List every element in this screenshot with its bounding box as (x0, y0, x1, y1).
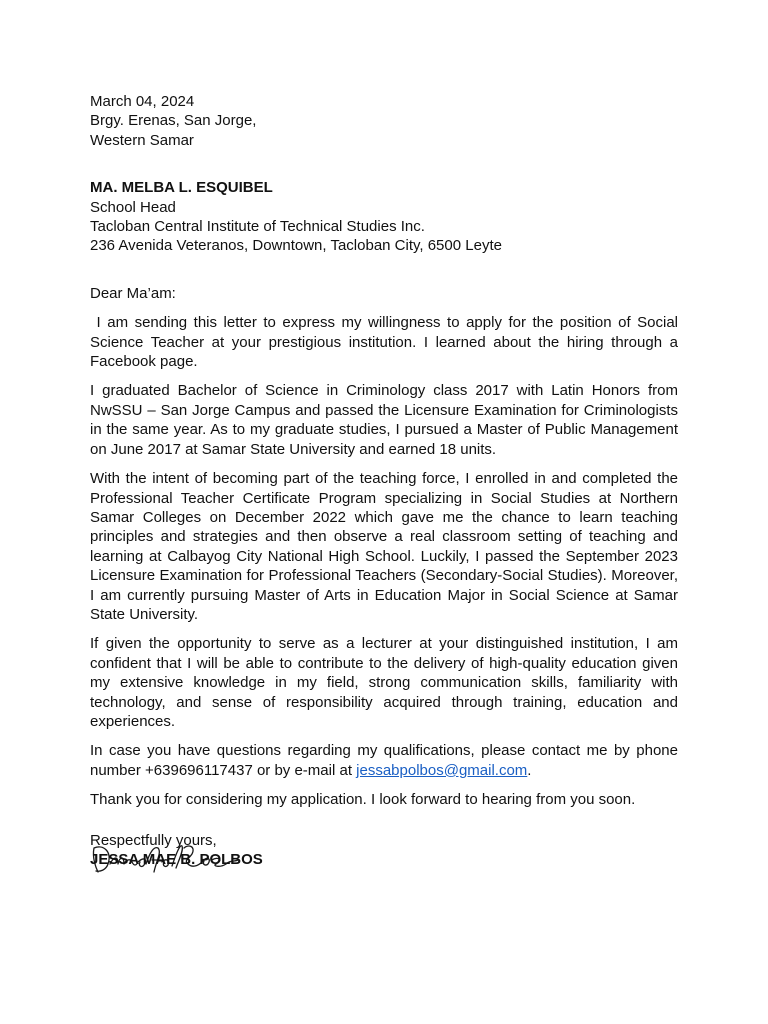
recipient-name: MA. MELBA L. ESQUIBEL (90, 179, 273, 197)
sender-address-line2: Western Samar (90, 131, 194, 149)
recipient-address: 236 Avenida Veteranos, Downtown, Tacloban City, 6500 Leyte (90, 237, 502, 255)
signer-name: JESSA MAE B. POLBOS (90, 851, 263, 869)
letter-date: March 04, 2024 (90, 93, 195, 110)
valediction: Respectfully yours, (90, 832, 217, 849)
body-paragraph-1: I am sending this letter to express my willingness to apply for the position of Social Science Teacher at your prestigious institution. I learned about the hiring through a Facebook page. (90, 314, 683, 371)
sender-address-line1: Brgy. Erenas, San Jorge, (90, 112, 257, 130)
body-paragraph-5 (90, 741, 678, 780)
body-paragraph-4: If given the opportunity to serve as a lecturer at your distinguished institution, I am confident that I will be able to contribute to the delivery of high-quality education given my extensive knowledge in my field, strong communication skills, familiarity with technology, and sense of responsibility acquired through training, education and experiences. (90, 635, 678, 730)
letter-page (90, 92, 683, 810)
salutation: Dear Ma’am: (90, 284, 176, 302)
recipient-institution: Tacloban Central Institute of Technical Studies Inc. (90, 218, 425, 236)
body-paragraph-2: I graduated Bachelor of Science in Criminology class 2017 with Latin Honors from NwSSU – San Jorge Campus and passed the Licensure Examination for Criminologists in the same year. As to my graduate studies, I pursued a Master of Public Management on June 2017 at Samar State University and earned 18 units. (90, 382, 678, 458)
recipient-title: School Head (90, 198, 176, 216)
contact-text: In case you have questions regarding my qualifications, please contact me by phone number +639696117437 or by e-mail at (90, 742, 678, 779)
signature-area (90, 850, 390, 869)
body-paragraph-6: Thank you for considering my application. I look forward to hearing from you soon. (90, 791, 636, 809)
closing-block (90, 831, 390, 869)
body-paragraph-3: With the intent of becoming part of the teaching force, I enrolled in and completed the Professional Teacher Certificate Program specializing in Social Studies at Northern Samar Colleges on December 2022 which gave me the chance to learn teaching principles and strategies and then observe a real classroom setting of teaching and learning at Calbayog City National High School. Luckily, I passed the September 2023 Licensure Examination for Professional Teachers (Secondary-Social Studies). Moreover, I am currently pursuing Master of Arts in Education Major in Social Science at Samar State University. (90, 470, 678, 623)
contact-text-end: . (527, 761, 532, 779)
email-link[interactable]: jessabpolbos@gmail.com (356, 761, 528, 779)
